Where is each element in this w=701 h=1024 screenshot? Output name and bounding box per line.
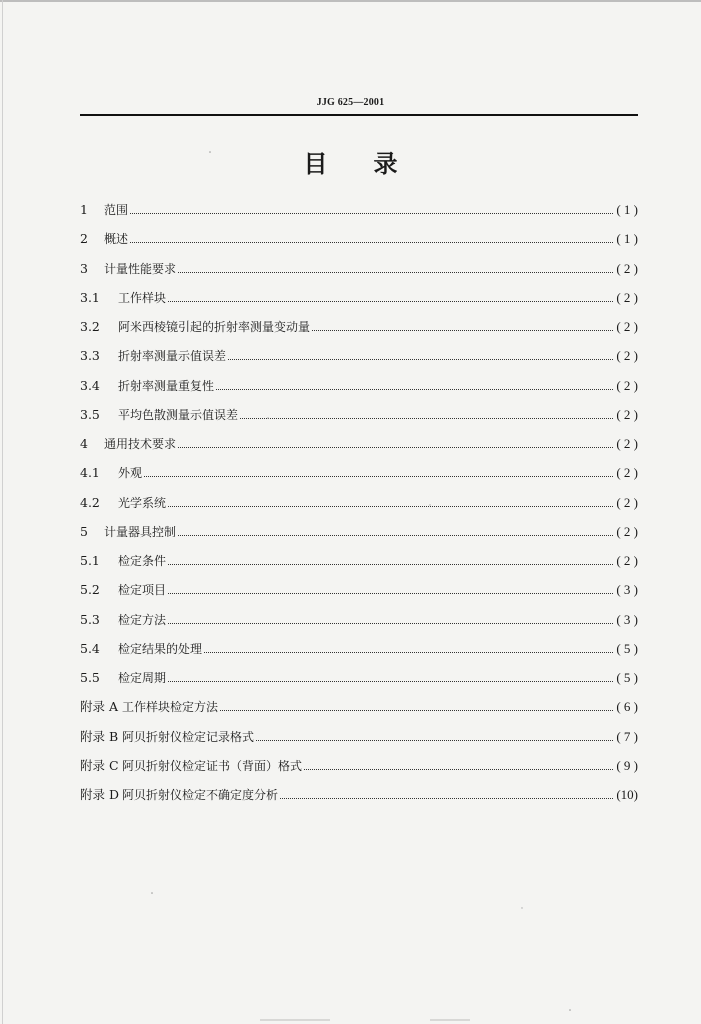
dot-leader [204, 651, 613, 653]
toc-entry [80, 230, 638, 259]
toc-entry-page: ( 2 ) [616, 377, 638, 393]
dot-leader [178, 446, 613, 448]
dot-leader [178, 271, 613, 273]
toc-entry [80, 728, 638, 757]
toc-entry-page: ( 2 ) [616, 319, 638, 334]
toc-entry-number: 2 [80, 231, 88, 247]
toc-entry [80, 464, 638, 493]
toc-entry-page: ( 3 ) [616, 611, 638, 627]
toc-entry-label: 检定项目 [118, 583, 167, 598]
toc-entry-number: 5.5 [80, 670, 100, 685]
toc-entry-number: 4.1 [80, 465, 100, 481]
toc-entry-label: 通用技术要求 [104, 437, 177, 451]
toc-entry-page: ( 6 ) [616, 699, 638, 715]
toc-entry-label: 折射率测量重复性 [118, 378, 215, 393]
toc-entry-label: 工作样块 [118, 290, 167, 305]
dot-leader [304, 768, 613, 770]
toc-entry [80, 318, 638, 347]
toc-entry-page: ( 3 ) [616, 582, 638, 598]
toc-entry-label: 检定周期 [118, 671, 167, 685]
toc-entry-number: 附录 D [80, 787, 119, 802]
toc-entry-page: (10) [616, 787, 638, 802]
toc-entry-label: 阿米西棱镜引起的折射率测量变动量 [118, 320, 311, 334]
dot-leader [216, 388, 613, 390]
toc-entry-number: 5.4 [80, 640, 100, 656]
dot-leader [178, 534, 613, 536]
toc-entry-number: 3.5 [80, 406, 100, 422]
dot-leader [220, 709, 613, 711]
toc-entry-label: 阿贝折射仪检定记录格式 [122, 729, 255, 744]
toc-entry-number: 3.1 [80, 289, 100, 305]
scan-top-edge [0, 0, 701, 2]
toc-entry [80, 786, 638, 815]
title-char-right: 录 [373, 150, 398, 178]
toc-entry [80, 406, 638, 435]
toc-entry-label: 范围 [104, 203, 129, 217]
dot-leader [168, 300, 613, 302]
toc-entry-number: 5.2 [80, 582, 100, 598]
toc-entry [80, 494, 638, 523]
dot-leader [168, 592, 613, 594]
dot-leader [168, 680, 613, 682]
dot-leader [312, 329, 613, 331]
toc-entry-page: ( 2 ) [616, 553, 638, 568]
toc-entry-page: ( 2 ) [616, 523, 638, 539]
toc-entry-page: ( 5 ) [616, 670, 638, 685]
title-char-left: 目 [303, 150, 328, 178]
toc-entry-label: 计量性能要求 [104, 261, 177, 276]
toc-entry [80, 377, 638, 406]
dot-leader [240, 417, 613, 419]
toc-entry-label: 阿贝折射仪检定证书（背面）格式 [122, 758, 303, 773]
standard-code: JJG 625—2001 [316, 97, 385, 108]
toc-entry-number: 4.2 [80, 494, 100, 510]
toc-entry [80, 698, 638, 727]
toc-entry [80, 289, 638, 318]
toc-entry-number: 附录 A [80, 699, 119, 715]
toc-entry-number: 3 [80, 260, 88, 276]
toc-entry-number: 3.2 [80, 319, 100, 334]
dot-leader [168, 622, 613, 624]
toc-entry-number: 5.1 [80, 553, 100, 568]
toc-entry-page: ( 2 ) [616, 260, 638, 276]
toc-entry-number: 5 [80, 523, 88, 539]
toc-entry [80, 640, 638, 669]
toc-entry-page: ( 2 ) [616, 436, 638, 451]
toc-entry [80, 523, 638, 552]
toc-entry [80, 669, 638, 698]
toc-entry-number: 附录 C [80, 757, 119, 773]
toc-entry-page: ( 2 ) [616, 494, 638, 510]
toc-entry-label: 外观 [118, 466, 143, 481]
dot-leader [144, 475, 613, 477]
toc-entry-number: 3.3 [80, 348, 100, 364]
dot-leader [130, 212, 613, 214]
toc-entry-page: ( 9 ) [616, 757, 638, 773]
dot-leader [228, 358, 613, 360]
toc-entry [80, 757, 638, 786]
toc-entry-page: ( 2 ) [616, 465, 638, 481]
toc-entry-label: 检定条件 [118, 554, 167, 568]
toc-entry [80, 347, 638, 376]
toc-entry-number: 附录 B [80, 728, 119, 744]
toc-entry-page: ( 2 ) [616, 348, 638, 364]
toc-entry-number: 4 [80, 436, 88, 451]
toc-entry-page: ( 2 ) [616, 406, 638, 422]
dot-leader [280, 797, 613, 799]
toc-entry-label: 计量器具控制 [104, 524, 177, 539]
toc-entry-number: 5.3 [80, 611, 100, 627]
toc-entry-page: ( 7 ) [616, 728, 638, 744]
page-title [0, 144, 701, 179]
toc-entry-page: ( 1 ) [616, 202, 638, 217]
dot-leader [168, 563, 613, 565]
dot-leader [130, 241, 613, 243]
toc-entry [80, 611, 638, 640]
toc-entry-label: 阿贝折射仪检定不确定度分析 [122, 788, 279, 802]
toc-entry [80, 581, 638, 610]
toc-entry-label: 检定方法 [118, 612, 167, 627]
header-rule [80, 114, 638, 116]
toc-entry [80, 435, 638, 464]
toc-entry-number: 3.4 [80, 377, 100, 393]
toc-entry-label: 工作样块检定方法 [122, 700, 219, 715]
toc-entry-page: ( 1 ) [616, 231, 638, 247]
toc-entry-page: ( 5 ) [616, 640, 638, 656]
toc-entry-number: 1 [80, 202, 88, 217]
toc-entry-label: 检定结果的处理 [118, 641, 203, 656]
table-of-contents [80, 201, 638, 815]
toc-entry-label: 概述 [104, 232, 129, 247]
toc-entry-label: 平均色散测量示值误差 [118, 407, 239, 422]
toc-entry-label: 光学系统 [118, 495, 167, 510]
toc-entry [80, 552, 638, 581]
dot-leader [168, 505, 613, 507]
toc-entry [80, 201, 638, 230]
toc-entry-page: ( 2 ) [616, 289, 638, 305]
dot-leader [256, 739, 613, 741]
toc-entry-label: 折射率测量示值误差 [118, 349, 227, 364]
toc-entry [80, 260, 638, 289]
